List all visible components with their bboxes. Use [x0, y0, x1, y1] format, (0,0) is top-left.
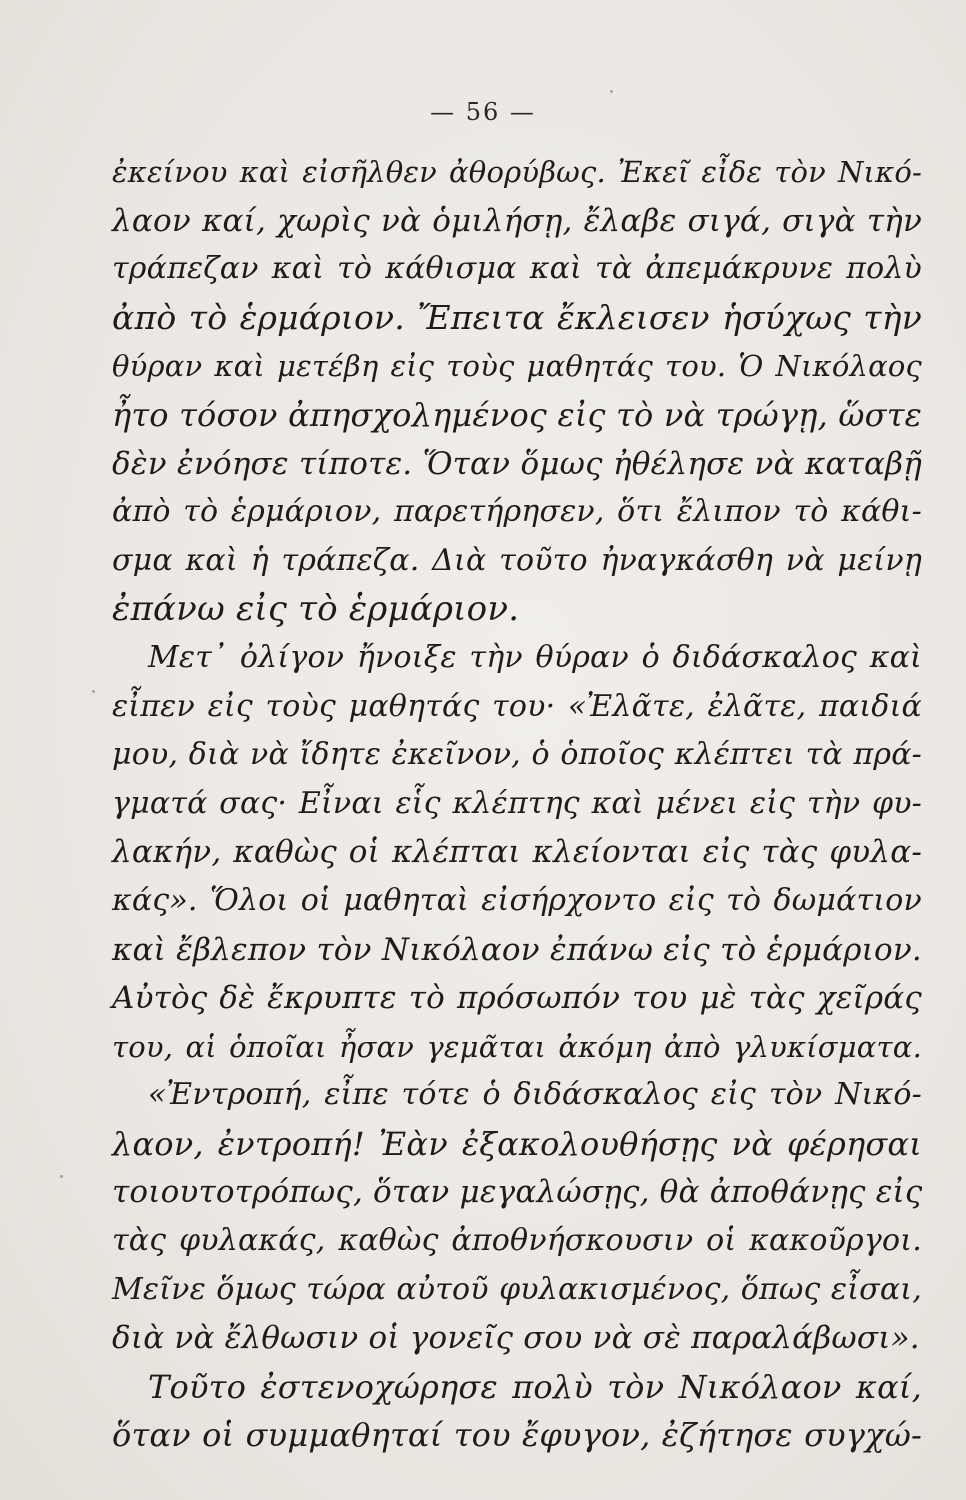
text-line: Μετ᾽ ὀλίγον ἤνοιξε τὴν θύραν ὁ διδάσκαλος καὶ	[148, 639, 922, 675]
text-line: ἀπὸ τὸ ἑρμάριον, παρετήρησεν, ὅτι ἔλιπον τὸ κάθι-	[112, 494, 922, 530]
text-line: γματά σας· Εἶναι εἷς κλέπτης καὶ μένει εἰς τὴν φυ-	[112, 785, 922, 821]
text-line: τοιουτοτρόπως, ὅταν μεγαλώσῃς, θὰ ἀποθάνῃς εἰς	[112, 1174, 923, 1211]
text-line: μου, διὰ νὰ ἴδητε ἐκεῖνον, ὁ ὁποῖος κλέπτει τὰ πρά-	[112, 737, 922, 773]
paper-speck	[92, 690, 95, 693]
text-line: καὶ ἔβλεπον τὸν Νικόλαον ἐπάνω εἰς τὸ ἑρμάριον.	[112, 931, 922, 968]
text-line: του, αἱ ὁποῖαι ἦσαν γεμᾶται ἀκόμη ἀπὸ γλυκίσματα.	[112, 1029, 922, 1064]
text-line: Τοῦτο ἐστενοχώρησε πολὺ τὸν Νικόλαον καί,	[148, 1367, 922, 1406]
text-line: τράπεζαν καὶ τὸ κάθισμα καὶ τὰ ἀπεμάκρυνε πολὺ	[112, 251, 922, 287]
text-line: «Ἐντροπή, εἶπε τότε ὁ διδάσκαλος εἰς τὸν Νικό-	[148, 1077, 922, 1113]
text-line: κάς». Ὅλοι οἱ μαθηταὶ εἰσήρχοντο εἰς τὸ δωμάτιον	[112, 882, 922, 918]
text-line: λαον, ἐντροπή! Ἐὰν ἐξακολουθήσῃς νὰ φέρησαι	[112, 1124, 922, 1163]
text-line: δὲν ἐνόησε τίποτε. Ὅταν ὅμως ἠθέλησε νὰ καταβῇ	[112, 445, 922, 482]
text-line: εἶπεν εἰς τοὺς μαθητάς του· «Ἐλᾶτε, ἐλᾶτε, παιδιά	[112, 688, 922, 724]
text-line: λαον καί, χωρὶς νὰ ὁμιλήσῃ, ἔλαβε σιγά, σιγὰ τὴν	[112, 202, 922, 239]
paper-speck	[60, 1175, 63, 1178]
page-number: — 56 —	[430, 98, 536, 126]
text-line: ὅταν οἱ συμμαθηταί του ἔφυγον, ἐζήτησε συγχώ-	[112, 1416, 922, 1455]
text-line: θύραν καὶ μετέβη εἰς τοὺς μαθητάς του. Ὁ Νικόλαος	[112, 349, 922, 384]
text-line: σμα καὶ ἡ τράπεζα. Διὰ τοῦτο ἠναγκάσθη νὰ μείνῃ	[112, 542, 922, 578]
text-line: ἀπὸ τὸ ἑρμάριον. Ἔπειτα ἔκλεισεν ἡσύχως τὴν	[112, 297, 922, 337]
paper-speck	[610, 90, 613, 93]
text-line: διὰ νὰ ἔλθωσιν οἱ γονεῖς σου νὰ σὲ παραλάβωσι».	[112, 1320, 920, 1357]
body-text	[112, 148, 922, 1460]
text-line: ἐκείνου καὶ εἰσῆλθεν ἀθορύβως. Ἐκεῖ εἶδε τὸν Νικό-	[112, 155, 922, 189]
text-line: ἐπάνω εἰς τὸ ἑρμάριον.	[112, 589, 520, 630]
text-line: τὰς φυλακάς, καθὼς ἀποθνήσκουσιν οἱ κακοῦργοι.	[112, 1223, 922, 1259]
text-line: Μεῖνε ὅμως τώρα αὐτοῦ φυλακισμένος, ὅπως εἶσαι,	[112, 1271, 922, 1307]
text-line: ἦτο τόσον ἀπησχολημένος εἰς τὸ νὰ τρώγῃ, ὥστε	[112, 395, 922, 434]
text-line: Αὐτὸς δὲ ἔκρυπτε τὸ πρόσωπόν του μὲ τὰς χεῖράς	[112, 980, 922, 1017]
text-line: λακήν, καθὼς οἱ κλέπται κλείονται εἰς τὰς φυλα-	[112, 834, 922, 871]
